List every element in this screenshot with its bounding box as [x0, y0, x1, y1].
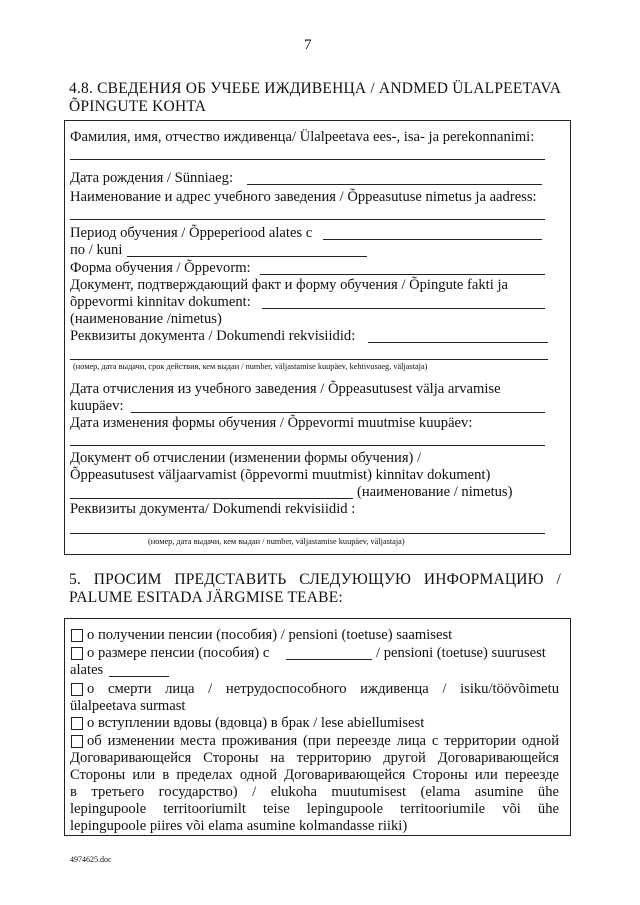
- birth-date-input[interactable]: [247, 184, 542, 185]
- option-residence-change-line2: Договаривающейся Стороны на территорию другой Договаривающейся: [70, 750, 559, 766]
- form-change-date-input[interactable]: [70, 445, 545, 446]
- requisites2-caption: (номер, дата выдачи, кем выдан / number, väljastamise kuupäev, väljastaja): [148, 537, 405, 546]
- section-5-title: 5. ПРОСИМ ПРЕДСТАВИТЬ СЛЕДУЮЩУЮ ИНФОРМАЦИЮ /: [69, 571, 561, 588]
- section-48-title-cont: ÕPINGUTE KOHTA: [69, 98, 207, 115]
- requisites-caption: (номер, дата выдачи, срок действия, кем выдан / number, väljastamise kuupäev, kehtivusaeg, väljastaja): [73, 362, 428, 371]
- field-school-label: Наименование и адрес учебного заведения / Õppeasutuse nimetus ja aadress:: [70, 189, 537, 205]
- requisites-input[interactable]: [368, 342, 548, 343]
- option-residence-change-label: об изменении места проживания (при переезде лица с территории одной: [87, 733, 559, 749]
- option-pension-receipt-label: о получении пенсии (пособия) / pensioni (toetuse) saamisest: [87, 627, 453, 643]
- pension-amount-date-input[interactable]: [286, 659, 372, 660]
- study-document-input[interactable]: [262, 308, 545, 309]
- field-expel-document-label-cont: Õppeasutusest väljaarvamist (õppevormi muutmist) kinnitav dokument): [70, 467, 491, 483]
- residence-change-checkbox[interactable]: [71, 735, 83, 748]
- field-expel-date-label: Дата отчисления из учебного заведения / Õppeasutusest välja arvamise: [70, 381, 501, 397]
- field-study-form-label: Форма обучения / Õppevorm:: [70, 260, 251, 276]
- field-expel-date-label-cont: kuupäev:: [70, 398, 124, 414]
- option-residence-change-line5: lepingupoole territooriumilt teise lepingupoole territooriumile või ühe: [70, 801, 559, 817]
- expel-document-input[interactable]: [70, 498, 353, 499]
- option-death-label-cont: ülalpeetava surmast: [70, 698, 186, 714]
- requisites-input-line2[interactable]: [70, 359, 548, 360]
- option-death-label: о смерти лица / нетрудоспособного иждивенца / isiku/töövõimetu: [87, 681, 559, 697]
- option-marriage-label: о вступлении вдовы (вдовца) в брак / lese abiellumisest: [87, 715, 425, 731]
- study-form-input[interactable]: [260, 274, 545, 275]
- option-pension-amount-label-et: / pensioni (toetuse) suurusest: [376, 645, 546, 661]
- section-5-title-cont: PALUME ESITADA JÄRGMISE TEABE:: [69, 589, 343, 606]
- page-number: 7: [304, 37, 312, 53]
- field-period-from-label: Период обучения / Õppeperiood alates с: [70, 225, 313, 241]
- field-study-document-label-cont: õppevormi kinnitav dokument:: [70, 294, 251, 310]
- field-requisites-label: Реквизиты документа / Dokumendi rekvisiidid:: [70, 328, 356, 344]
- option-pension-amount-label: о размере пенсии (пособия) с: [87, 645, 270, 661]
- death-checkbox[interactable]: [71, 683, 83, 696]
- option-residence-change-line3: Стороны или в пределах одной Договаривающейся Стороны или переезде: [70, 767, 559, 783]
- pension-receipt-checkbox[interactable]: [71, 629, 83, 642]
- field-expel-document-label: Документ об отчислении (изменении формы обучения) /: [70, 450, 422, 466]
- field-study-document-label: Документ, подтверждающий факт и форму обучения / Õpingute fakti ja: [70, 277, 508, 293]
- pension-amount-alates-input[interactable]: [109, 676, 169, 677]
- period-to-input[interactable]: [127, 256, 367, 257]
- expel-date-input[interactable]: [131, 412, 545, 413]
- school-input[interactable]: [70, 219, 545, 220]
- pension-amount-checkbox[interactable]: [71, 647, 83, 660]
- document-code: 4974625.doc: [70, 855, 112, 864]
- field-form-change-date-label: Дата изменения формы обучения / Õppevormi muutmise kuupäev:: [70, 415, 473, 431]
- section-48-title: 4.8. СВЕДЕНИЯ ОБ УЧЕБЕ ИЖДИВЕНЦА / ANDMED ÜLALPEETAVA: [69, 80, 562, 97]
- option-pension-amount-alates: alates: [70, 662, 104, 678]
- field-birth-date-label: Дата рождения / Sünniaeg:: [70, 170, 234, 186]
- study-document-name-caption: (наименование /nimetus): [70, 311, 222, 327]
- marriage-checkbox[interactable]: [71, 717, 83, 730]
- requisites2-input[interactable]: [70, 533, 545, 534]
- field-requisites2-label: Реквизиты документа/ Dokumendi rekvisiidid :: [70, 501, 356, 517]
- field-dependent-name-label: Фамилия, имя, отчество иждивенца/ Ülalpeetava ees-, isa- ja perekonnanimi:: [70, 129, 535, 145]
- field-period-to-label: по / kuni: [70, 242, 123, 258]
- option-residence-change-line6: lepingupoole piires või elama asumine kolmandasse riiki): [70, 818, 408, 834]
- option-residence-change-line4: в третьего государство) / elukoha muutumisest (elama asumine ühe: [70, 784, 559, 800]
- period-from-input[interactable]: [323, 239, 542, 240]
- dependent-name-input[interactable]: [70, 159, 545, 160]
- expel-document-name-caption: (наименование / nimetus): [357, 484, 513, 500]
